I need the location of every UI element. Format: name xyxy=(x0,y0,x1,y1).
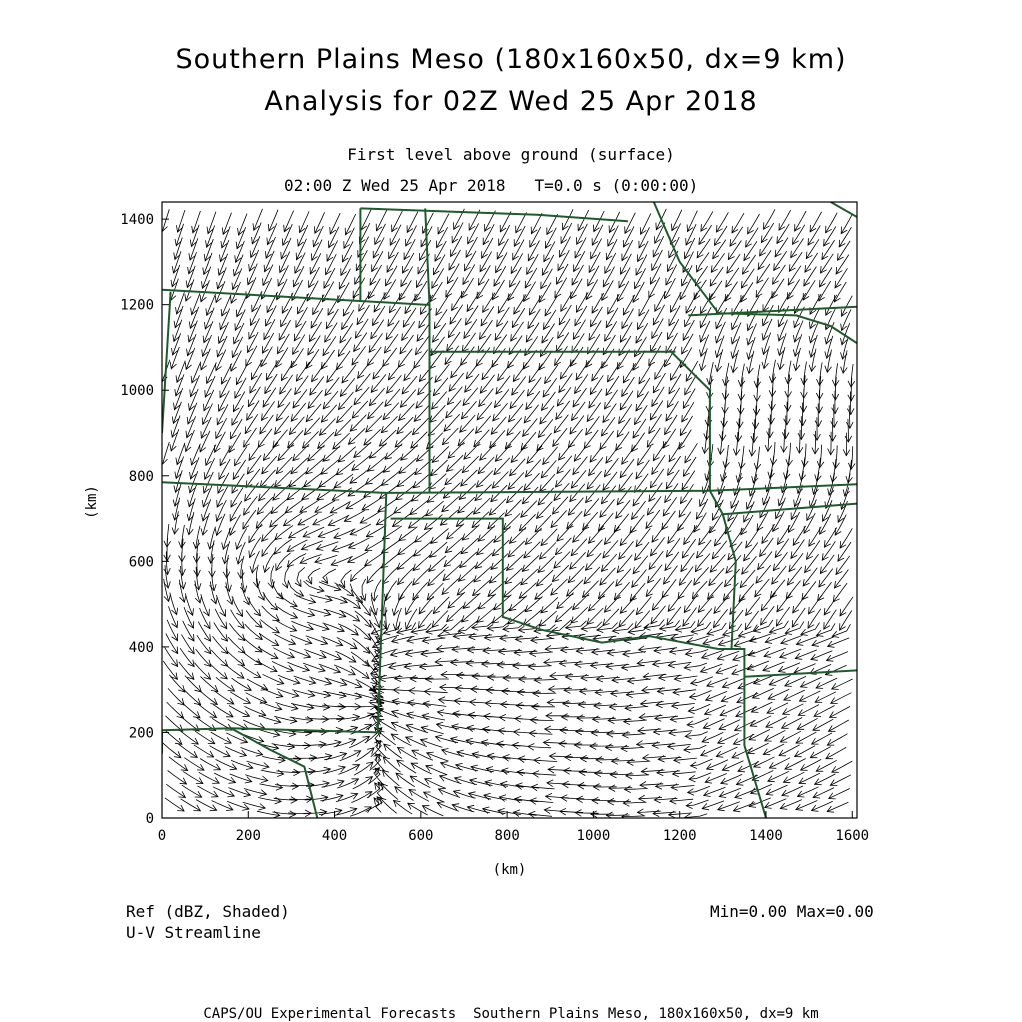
x-tick-label: 200 xyxy=(235,828,261,844)
chart-title-line-2: Analysis for 02Z Wed 25 Apr 2018 xyxy=(264,86,758,117)
plot-frame xyxy=(162,202,857,818)
min-max-readout: Min=0.00 Max=0.00 xyxy=(710,902,874,921)
time-subtitle: 02:00 Z Wed 25 Apr 2018 T=0.0 s (0:00:00) xyxy=(284,176,699,195)
legend-streamline: U-V Streamline xyxy=(126,923,261,942)
state-boundary-line xyxy=(162,292,171,433)
x-axis-ticks xyxy=(158,811,869,844)
legend-reflectivity: Ref (dBZ, Shaded) xyxy=(126,902,290,921)
x-tick-label: 0 xyxy=(157,828,167,844)
state-boundary-line xyxy=(744,670,857,676)
y-tick-label: 400 xyxy=(128,639,154,656)
x-tick-label: 1400 xyxy=(749,828,783,844)
y-tick-label: 600 xyxy=(128,554,154,571)
state-boundary-line xyxy=(723,504,857,515)
footer-credit: CAPS/OU Experimental Forecasts Southern Plains Meso, 180x160x50, dx=9 km xyxy=(203,1006,819,1022)
y-tick-label: 1000 xyxy=(120,383,154,400)
x-tick-label: 600 xyxy=(408,828,434,844)
y-tick-label: 200 xyxy=(128,725,154,742)
x-tick-label: 400 xyxy=(321,828,348,844)
state-boundary-line xyxy=(162,290,430,305)
state-boundary-line xyxy=(231,728,317,818)
state-boundary-line xyxy=(162,493,386,733)
x-tick-label: 1600 xyxy=(835,828,870,844)
chart-title-line-1: Southern Plains Meso (180x160x50, dx=9 km) xyxy=(175,44,847,75)
y-tick-label: 1400 xyxy=(120,212,154,229)
y-tick-label: 1200 xyxy=(120,297,154,314)
state-boundaries xyxy=(162,202,857,818)
x-tick-label: 1000 xyxy=(576,828,611,844)
state-boundary-line xyxy=(831,202,857,217)
x-tick-label: 1200 xyxy=(662,828,697,844)
y-axis-label: (km) xyxy=(84,485,100,519)
level-subtitle: First level above ground (surface) xyxy=(347,145,675,164)
state-boundary-line xyxy=(719,649,767,818)
x-axis-label: (km) xyxy=(492,862,527,878)
y-tick-label: 800 xyxy=(128,468,154,485)
y-tick-label: 0 xyxy=(145,811,154,827)
x-tick-label: 800 xyxy=(494,828,520,844)
